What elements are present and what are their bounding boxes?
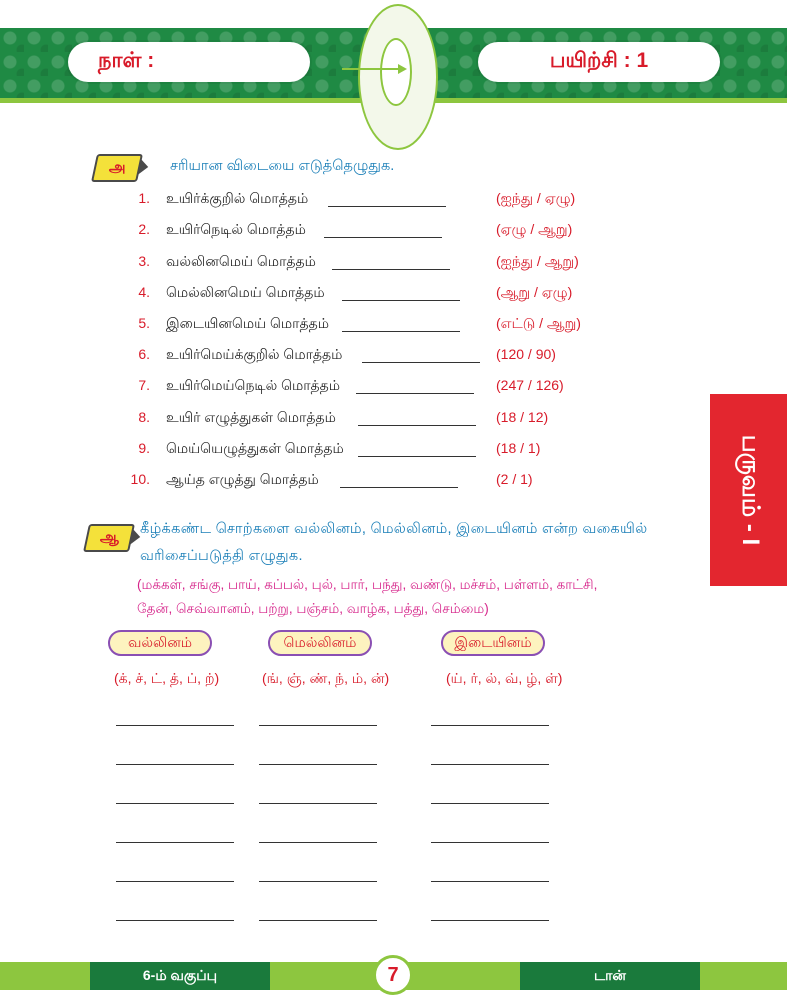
category-mellinam: மெல்லினம்: [268, 630, 372, 656]
exercise-label: பயிற்சி : 1: [478, 42, 720, 82]
question-text: வல்லினமெய் மொத்தம்: [166, 253, 316, 269]
category-hint: (ய், ர், ல், வ், ழ், ள்): [446, 670, 563, 686]
answer-line[interactable]: [259, 803, 377, 804]
answer-blank[interactable]: [332, 269, 450, 270]
answer-line[interactable]: [116, 764, 234, 765]
answer-line[interactable]: [116, 881, 234, 882]
question-options: (2 / 1): [496, 471, 533, 487]
answer-line[interactable]: [431, 803, 549, 804]
answer-line[interactable]: [259, 920, 377, 921]
answer-blank[interactable]: [342, 331, 460, 332]
question-number: 10.: [130, 471, 150, 487]
arrow-shaft: [342, 68, 402, 70]
answer-blank[interactable]: [358, 456, 476, 457]
answer-line[interactable]: [431, 725, 549, 726]
question-number: 7.: [138, 377, 150, 393]
section-a-badge: அ: [91, 154, 143, 182]
answer-line[interactable]: [259, 725, 377, 726]
question-text: ஆய்த எழுத்து மொத்தம்: [166, 471, 319, 487]
term-side-tab: [710, 394, 787, 586]
class-label: 6-ம் வகுப்பு: [90, 962, 270, 990]
arrow-icon: [398, 64, 407, 74]
question-text: உயிர்மெய்க்குறில் மொத்தம்: [166, 346, 343, 362]
answer-line[interactable]: [431, 920, 549, 921]
answer-blank[interactable]: [342, 300, 460, 301]
question-text: மெய்யெழுத்துகள் மொத்தம்: [166, 440, 344, 456]
question-row: [120, 284, 600, 306]
answer-blank[interactable]: [358, 425, 476, 426]
answer-blank[interactable]: [362, 362, 480, 363]
question-row: [120, 440, 600, 462]
word-list-line: தேன், செவ்வானம், பற்று, பஞ்சம், வாழ்க, பத்து, செம்மை): [137, 601, 489, 616]
question-number: 4.: [138, 284, 150, 300]
term-label: பருவம் - I: [736, 434, 764, 546]
subject-label: டான்: [520, 962, 700, 990]
question-text: உயிர்மெய்நெடில் மொத்தம்: [166, 377, 341, 393]
section-b-badge: ஆ: [83, 524, 135, 552]
question-row: [120, 253, 600, 275]
question-row: [120, 346, 600, 368]
answer-line[interactable]: [431, 764, 549, 765]
question-number: 3.: [138, 253, 150, 269]
question-row: [120, 190, 600, 212]
question-options: (ஏழு / ஆறு): [496, 221, 573, 237]
question-options: (247 / 126): [496, 377, 564, 393]
question-number: 8.: [138, 409, 150, 425]
answer-blank[interactable]: [328, 206, 446, 207]
word-list-line: (மக்கள், சங்கு, பாய், கப்பல், புல், பார், பந்து, வண்டு, மச்சம், பள்ளம், காட்சி,: [137, 577, 598, 592]
category-vallinam: வல்லினம்: [108, 630, 212, 656]
answer-line[interactable]: [259, 842, 377, 843]
question-row: [120, 471, 600, 493]
answer-line[interactable]: [116, 920, 234, 921]
category-idaiyinam: இடையினம்: [441, 630, 545, 656]
word-list: [137, 573, 677, 621]
question-text: இடையினமெய் மொத்தம்: [166, 315, 329, 331]
answer-line[interactable]: [431, 842, 549, 843]
question-text: உயிர் எழுத்துகள் மொத்தம்: [166, 409, 336, 425]
answer-line[interactable]: [431, 881, 549, 882]
page-number: 7: [373, 955, 413, 995]
question-number: 1.: [138, 190, 150, 206]
category-hint: (ங், ஞ், ண், ந், ம், ன்): [262, 670, 390, 686]
date-label: நாள் :: [68, 42, 310, 82]
question-text: உயிர்நெடில் மொத்தம்: [166, 221, 306, 237]
question-text: மெல்லினமெய் மொத்தம்: [166, 284, 325, 300]
question-number: 5.: [138, 315, 150, 331]
question-options: (ஐந்து / ஆறு): [496, 253, 579, 269]
question-options: (ஐந்து / ஏழு): [496, 190, 576, 206]
question-row: [120, 377, 600, 399]
section-a-instruction: சரியான விடையை எடுத்தெழுதுக.: [170, 158, 395, 174]
question-number: 9.: [138, 440, 150, 456]
answer-blank[interactable]: [356, 393, 474, 394]
section-b-instruction: கீழ்க்கண்ட சொற்களை வல்லினம், மெல்லினம், இடையினம் என்ற வகையில் வரிசைப்படுத்தி எழுதுக.: [140, 521, 648, 564]
answer-line[interactable]: [116, 725, 234, 726]
question-number: 2.: [138, 221, 150, 237]
question-row: [120, 221, 600, 243]
question-options: (120 / 90): [496, 346, 556, 362]
answer-line[interactable]: [116, 842, 234, 843]
question-options: (18 / 12): [496, 409, 549, 425]
answer-line[interactable]: [259, 881, 377, 882]
question-options: (ஆறு / ஏழு): [496, 284, 573, 300]
target-emblem-inner: [380, 38, 412, 106]
question-number: 6.: [138, 346, 150, 362]
answer-blank[interactable]: [340, 487, 458, 488]
category-hint: (க், ச், ட், த், ப், ற்): [114, 670, 220, 686]
answer-line[interactable]: [116, 803, 234, 804]
answer-blank[interactable]: [324, 237, 442, 238]
question-row: [120, 409, 600, 431]
question-options: (எட்டு / ஆறு): [496, 315, 581, 331]
answer-line[interactable]: [259, 764, 377, 765]
question-text: உயிர்க்குறில் மொத்தம்: [166, 190, 309, 206]
question-row: [120, 315, 600, 337]
question-options: (18 / 1): [496, 440, 541, 456]
